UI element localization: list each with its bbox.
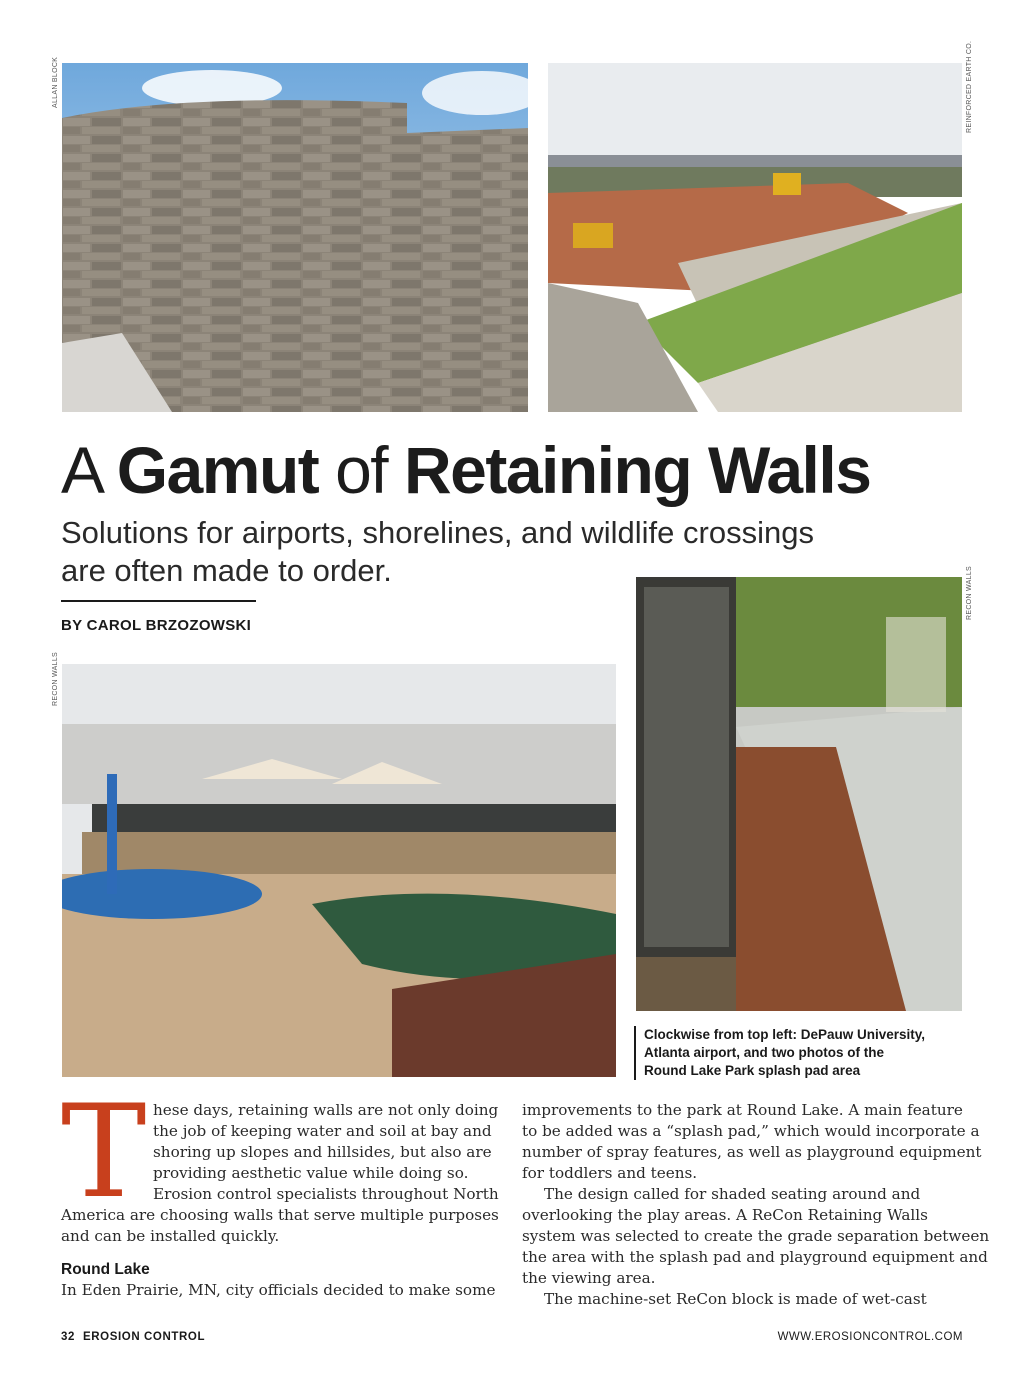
page-number: 32 [61, 1331, 75, 1343]
footer-url[interactable]: WWW.EROSIONCONTROL.COM [777, 1331, 963, 1343]
photo-caption [634, 1026, 974, 1080]
photo-credit-recon-walls-right: RECON WALLS [966, 566, 973, 620]
caption-line-2: Atlanta airport, and two photos of the [644, 1045, 884, 1060]
body-line: providing aesthetic value while doing so. [153, 1164, 469, 1182]
photo-depauw-wall [62, 63, 528, 412]
caption-line-1: Clockwise from top left: DePauw University, [644, 1027, 926, 1042]
body-line: America are choosing walls that serve multiple purposes [61, 1206, 499, 1224]
body-line: the viewing area. [522, 1269, 656, 1287]
byline: BY CAROL BRZOZOWSKI [61, 617, 252, 634]
body-line: Erosion control specialists throughout North [153, 1185, 499, 1203]
body-line: for toddlers and teens. [522, 1164, 698, 1182]
photo-round-lake-splash-pad [62, 664, 616, 1077]
headline: A Gamut of Retaining Walls [61, 433, 871, 507]
body-line: and can be installed quickly. [61, 1227, 280, 1245]
body-line: to be added was a “splash pad,” which would incorporate a [522, 1122, 980, 1140]
body-line: In Eden Prairie, MN, city officials decided to make some [61, 1281, 496, 1299]
body-line: the area with the splash pad and playground equipment and [522, 1248, 988, 1266]
body-line: the job of keeping water and soil at bay and [153, 1122, 492, 1140]
footer-folio [61, 1331, 205, 1343]
photo-credit-recon-walls-left: RECON WALLS [52, 652, 59, 706]
body-line: number of spray features, as well as playground equipment [522, 1143, 982, 1161]
drop-cap: T [61, 1078, 147, 1227]
deck-line-1: Solutions for airports, shorelines, and wildlife crossings [61, 515, 814, 550]
deck-line-2: are often made to order. [61, 553, 392, 588]
caption-line-3: Round Lake Park splash pad area [644, 1063, 861, 1078]
photo-round-lake-wall-detail [636, 577, 962, 1011]
body-line: hese days, retaining walls are not only doing [153, 1101, 499, 1119]
photo-credit-reinforced-earth: REINFORCED EARTH CO. [966, 40, 973, 133]
body-line: overlooking the play areas. A ReCon Retaining Walls [522, 1206, 928, 1224]
body-line: system was selected to create the grade separation between [522, 1227, 990, 1245]
photo-credit-allan-block: ALLAN BLOCK [52, 56, 59, 108]
magazine-name: EROSION CONTROL [83, 1331, 206, 1343]
photo-atlanta-airport [548, 63, 962, 412]
byline-rule [61, 600, 256, 602]
body-column-2 [522, 1100, 990, 1310]
body-line: The design called for shaded seating around and [544, 1185, 921, 1203]
body-column-1 [61, 1078, 499, 1301]
body-line: shoring up slopes and hillsides, but also are [153, 1143, 492, 1161]
body-line: The machine-set ReCon block is made of wet-cast [544, 1290, 927, 1308]
body-line: improvements to the park at Round Lake. A main feature [522, 1101, 963, 1119]
section-subhead: Round Lake [61, 1261, 150, 1278]
